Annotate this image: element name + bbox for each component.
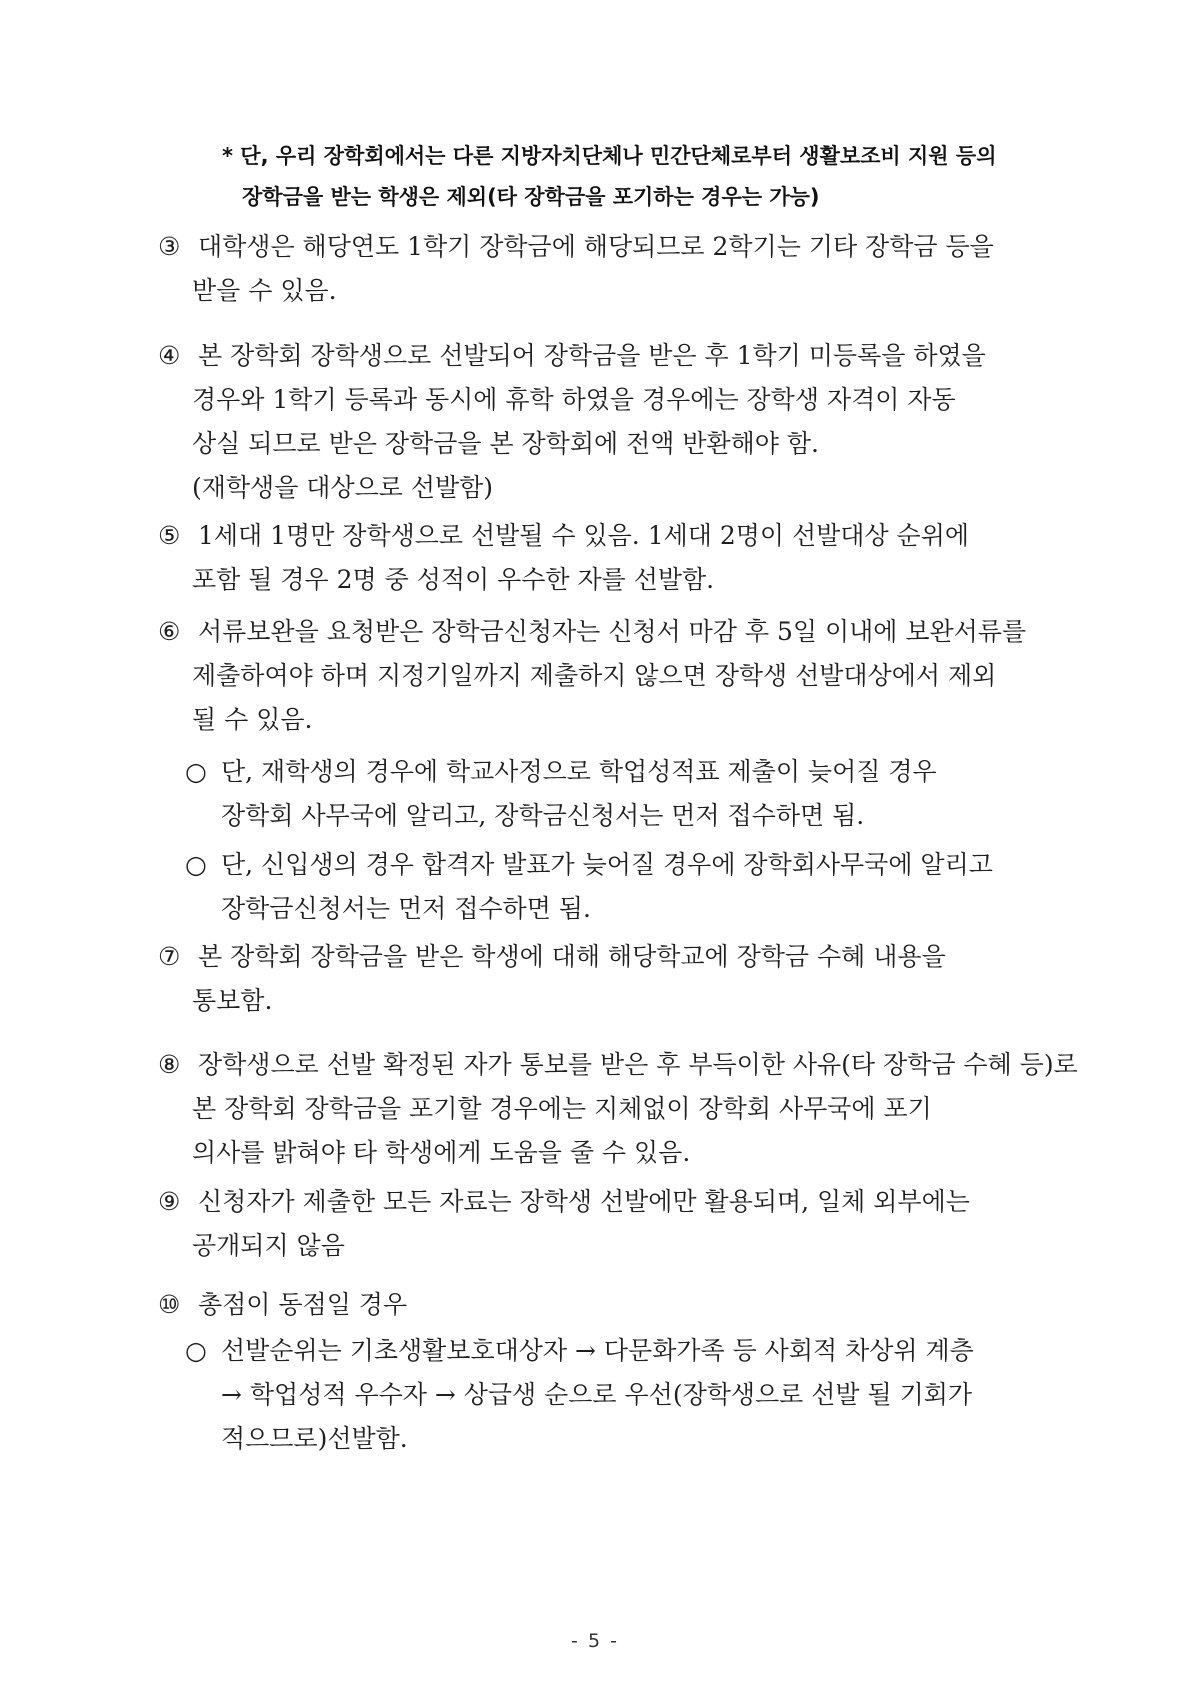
- list-item-6: [158, 610, 1058, 742]
- item-text: 제출하여야 하며 지정기일까지 제출하지 않으면 장학생 선발대상에서 제외: [192, 661, 997, 690]
- item-text: 경우와 1학기 등록과 동시에 휴학 하였을 경우에는 장학생 자격이 자동: [192, 385, 956, 414]
- item-number: ④: [158, 341, 181, 370]
- item-text: 서류보완을 요청받은 장학금신청자는 신청서 마감 후 5일 이내에 보완서류를: [198, 617, 1027, 646]
- list-item-8: [158, 1043, 1078, 1175]
- item-text: 의사를 밝혀야 타 학생에게 도움을 줄 수 있음.: [192, 1138, 691, 1167]
- item-number: ⑧: [158, 1050, 181, 1079]
- circle-bullet-icon: ○: [185, 1336, 207, 1365]
- list-item-9: [158, 1180, 1058, 1268]
- sub-text: 단, 재학생의 경우에 학교사정으로 학업성적표 제출이 늦어질 경우: [221, 757, 937, 786]
- item-text: 신청자가 제출한 모든 자료는 장학생 선발에만 활용되며, 일체 외부에는: [198, 1187, 970, 1216]
- list-item-3: [158, 225, 1058, 313]
- item-text: (재학생을 대상으로 선발함): [192, 473, 494, 502]
- sub-text: 장학회 사무국에 알리고, 장학금신청서는 먼저 접수하면 됨.: [221, 801, 865, 830]
- item-text: 총점이 동점일 경우: [198, 1290, 408, 1319]
- list-item-10: [158, 1283, 1058, 1327]
- notice-line: 장학금을 받는 학생은 제외(타 장학금을 포기하는 경우는 가능): [242, 185, 820, 209]
- list-item-4: [158, 334, 1058, 510]
- item-number: ⑦: [158, 942, 181, 971]
- item-text: 통보함.: [192, 986, 273, 1015]
- item-text: 본 장학회 장학금을 받은 학생에 대해 해당학교에 장학금 수혜 내용을: [198, 942, 946, 971]
- notice-block: [222, 136, 1082, 218]
- item-number: ⑩: [158, 1290, 181, 1319]
- sub-text: 선발순위는 기초생활보호대상자 → 다문화가족 등 사회적 차상위 계층: [221, 1336, 974, 1365]
- item-text: 받을 수 있음.: [192, 276, 337, 305]
- item-text: 본 장학회 장학금을 포기할 경우에는 지체없이 장학회 사무국에 포기: [192, 1094, 932, 1123]
- item-number: ⑥: [158, 617, 181, 646]
- sub-text: → 학업성적 우수자 → 상급생 순으로 우선(장학생으로 선발 될 기회가: [221, 1380, 973, 1409]
- circle-bullet-icon: ○: [185, 850, 207, 879]
- list-item-5: [158, 514, 1058, 602]
- item-text: 장학생으로 선발 확정된 자가 통보를 받은 후 부득이한 사유(타 장학금 수혜 등)로: [198, 1050, 1078, 1079]
- item-text: 상실 되므로 받은 장학금을 본 장학회에 전액 반환해야 함.: [192, 429, 819, 458]
- item-text: 될 수 있음.: [192, 705, 313, 734]
- sub-bullet-item: [185, 750, 1065, 838]
- item-number: ③: [158, 232, 181, 261]
- item-text: 공개되지 않음: [192, 1231, 345, 1260]
- item-text: 1세대 1명만 장학생으로 선발될 수 있음. 1세대 2명이 선발대상 순위에: [198, 521, 969, 550]
- item-number: ⑤: [158, 521, 181, 550]
- notice-line: * 단, 우리 장학회에서는 다른 지방자치단체나 민간단체로부터 생활보조비 지원 등의: [222, 144, 997, 168]
- sub-text: 장학금신청서는 먼저 접수하면 됨.: [221, 894, 591, 923]
- item-number: ⑨: [158, 1187, 181, 1216]
- item-text: 본 장학회 장학생으로 선발되어 장학금을 받은 후 1학기 미등록을 하였을: [198, 341, 986, 370]
- sub-bullet-item: [185, 1329, 1065, 1461]
- circle-bullet-icon: ○: [185, 757, 207, 786]
- item-text: 포함 될 경우 2명 중 성적이 우수한 자를 선발함.: [192, 565, 715, 594]
- page-number: - 5 -: [571, 1630, 619, 1652]
- list-item-7: [158, 935, 1058, 1023]
- sub-bullet-item: [185, 843, 1065, 931]
- item-text: 대학생은 해당연도 1학기 장학금에 해당되므로 2학기는 기타 장학금 등을: [198, 232, 994, 261]
- sub-text: 단, 신입생의 경우 합격자 발표가 늦어질 경우에 장학회사무국에 알리고: [221, 850, 993, 879]
- sub-text: 적으므로)선발함.: [221, 1424, 408, 1453]
